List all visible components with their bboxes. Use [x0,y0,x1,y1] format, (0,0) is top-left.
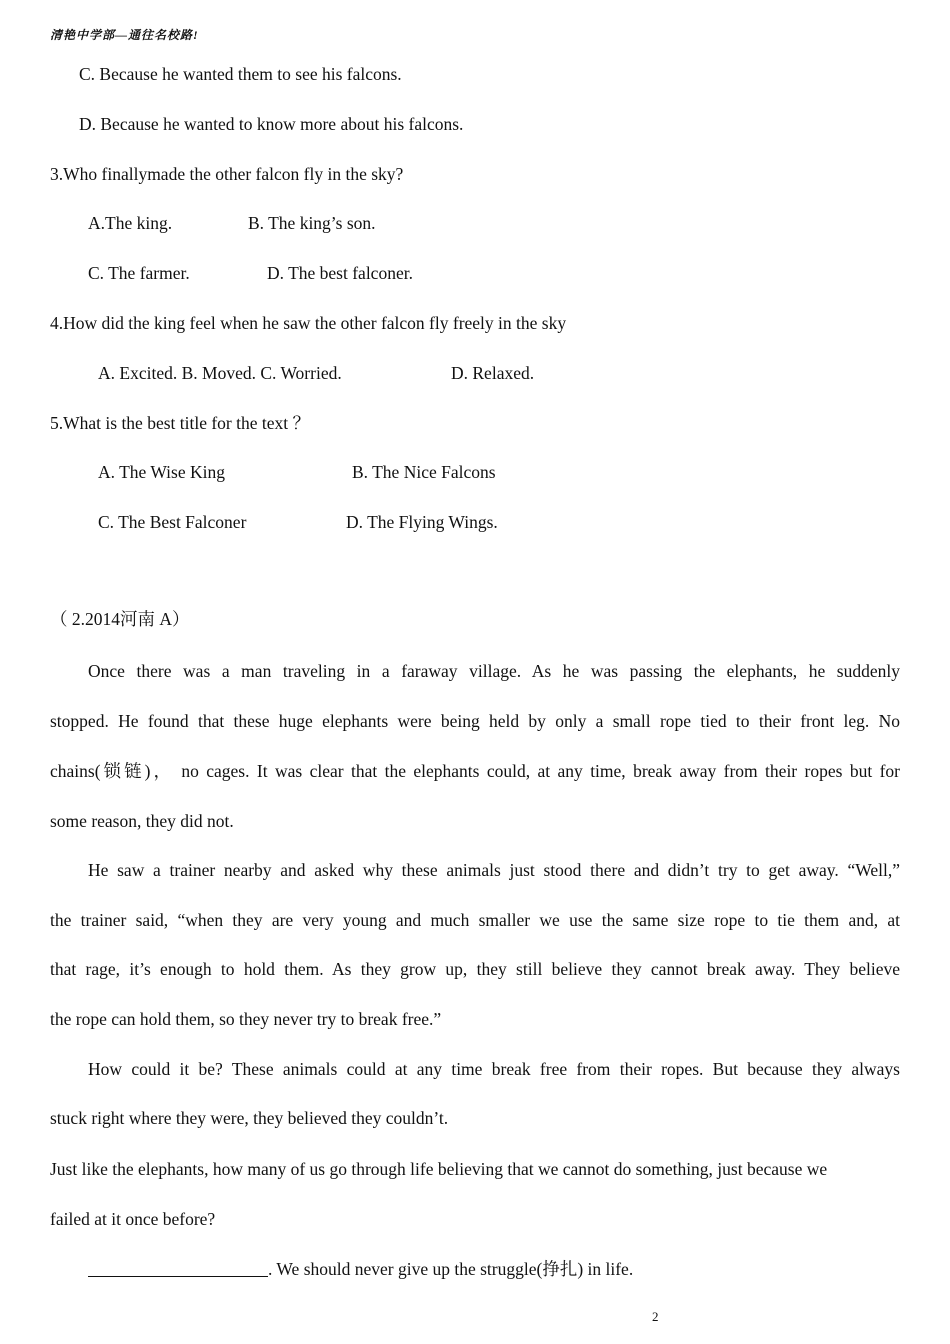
q4-question: 4.How did the king feel when he saw the other falcon fly freely in the sky [50,313,567,333]
q3-option-d: D. The best falconer. [267,263,413,283]
header-slogan: 清艳中学部—通往名校路! [50,28,199,42]
passage-line: chains(锁链)， no cages. It was clear that the elephants could, at any time, break away from their ropes but for [50,761,900,781]
answer-blank[interactable] [88,1260,268,1277]
q5-option-d: D. The Flying Wings. [346,512,498,532]
q2-option-d: D. Because he wanted to know more about his falcons. [79,114,464,134]
passage-line: Once there was a man traveling in a faraway village. As he was passing the elephants, he suddenly [88,661,900,681]
passage-line: failed at it once before? [50,1209,216,1229]
passage-line: He saw a trainer nearby and asked why these animals just stood there and didn’t try to get away. “Well,” [88,860,900,880]
passage-line: that rage, it’s enough to hold them. As they grow up, they still believe they cannot break away. They believe [50,959,900,979]
passage-line: stopped. He found that these huge elephants were being held by only a small rope tied to their front leg. No [50,711,900,731]
page-number: 2 [652,1309,659,1324]
passage-line: the trainer said, “when they are very young and much smaller we use the same size rope to tie them and, at [50,910,900,930]
q4-options-abc: A. Excited. B. Moved. C. Worried. [98,363,342,383]
q5-option-a: A. The Wise King [98,462,225,482]
q3-option-b: B. The king’s son. [248,213,376,233]
q5-option-b: B. The Nice Falcons [352,462,496,482]
passage-line: How could it be? These animals could at any time break free from their ropes. But because they always [88,1059,900,1079]
q4-option-d: D. Relaxed. [451,363,535,383]
q3-question: 3.Who finallymade the other falcon fly in the sky? [50,164,404,184]
passage-line: some reason, they did not. [50,811,234,831]
q3-option-a: A.The king. [88,213,173,233]
passage-line: the rope can hold them, so they never try to break free.” [50,1009,442,1029]
passage-final-line [88,1258,633,1280]
passage-line: Just like the elephants, how many of us go through life believing that we cannot do something, just because we [50,1159,828,1179]
q2-option-c: C. Because he wanted them to see his falcons. [79,64,402,84]
passage-line: stuck right where they were, they believed they couldn’t. [50,1108,449,1128]
passage-line: . We should never give up the struggle(挣扎) in life. [268,1259,634,1279]
q3-option-c: C. The farmer. [88,263,190,283]
q5-option-c: C. The Best Falconer [98,512,247,532]
q5-question: 5.What is the best title for the text ？ [50,413,311,433]
passage-source: （ 2.2014河南 A） [50,609,190,629]
